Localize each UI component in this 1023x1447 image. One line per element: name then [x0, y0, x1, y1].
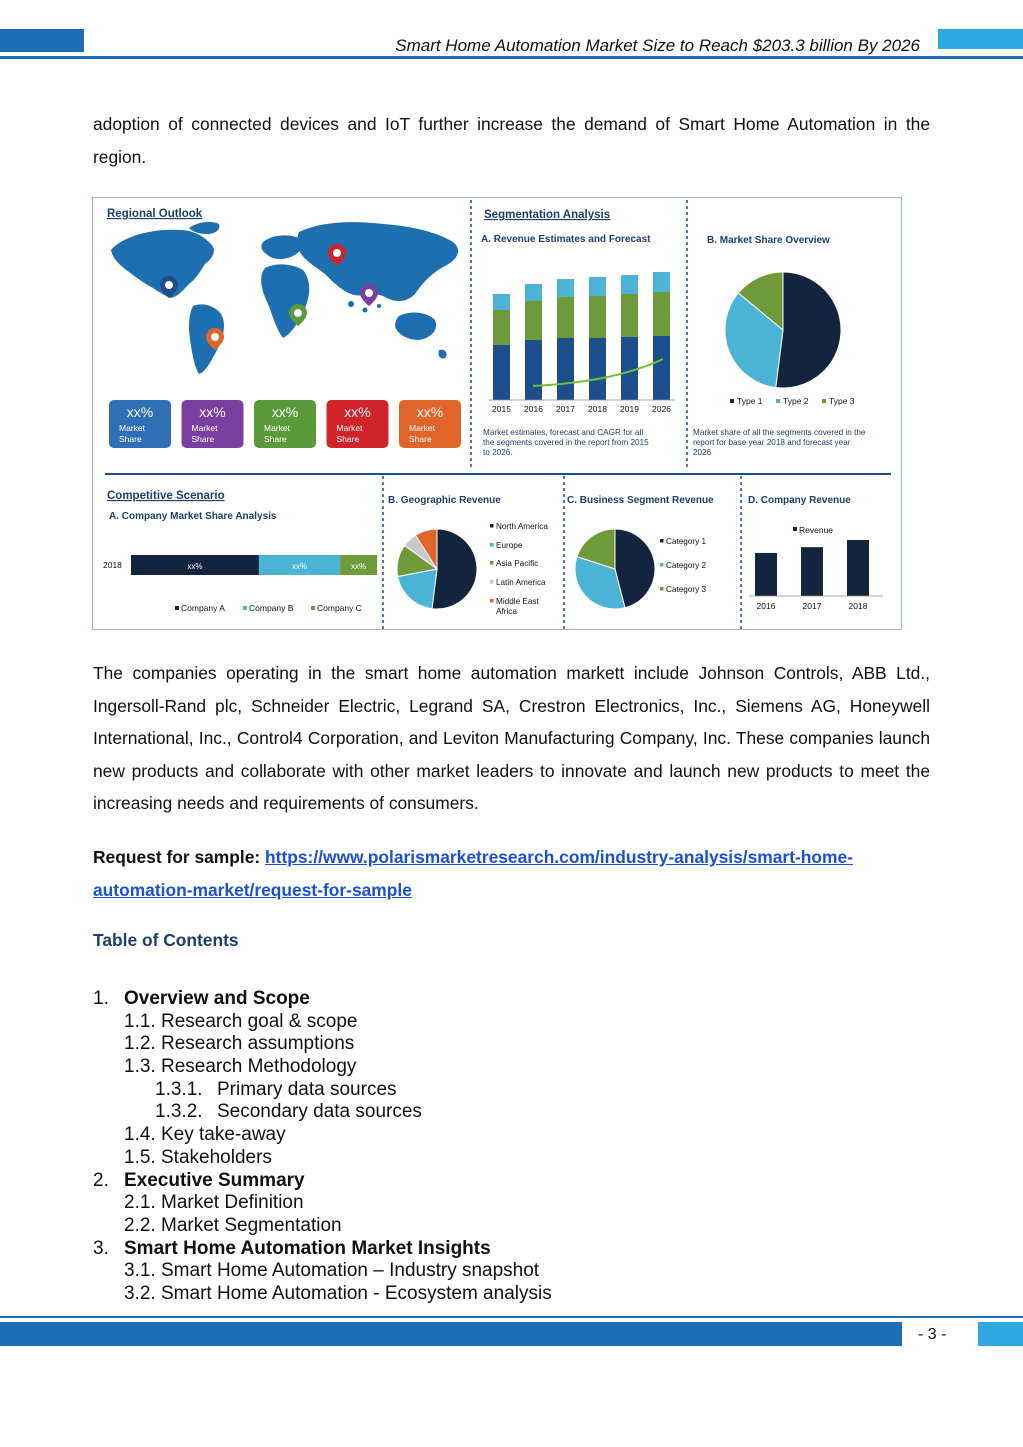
toc-item-text: Research assumptions [161, 1033, 355, 1055]
region-card-label: Market [191, 423, 218, 433]
company-revenue-legend-label: Revenue [799, 525, 834, 535]
revenue-bar [653, 272, 670, 292]
toc-title: Table of Contents [93, 930, 239, 950]
region-card-label: Share [119, 434, 142, 444]
toc-item [93, 1056, 793, 1079]
revenue-bar [493, 310, 510, 345]
toc-item [93, 1079, 793, 1102]
toc-item-number: 2.1. [124, 1192, 156, 1214]
toc-item-number: 2.2. [124, 1214, 156, 1236]
geo-legend-swatch [490, 561, 494, 565]
toc-item [93, 1147, 793, 1170]
toc-item-number: 3. [93, 1237, 109, 1259]
table-of-contents [93, 988, 793, 1306]
toc-item [93, 1101, 793, 1124]
page-number: - 3 - [918, 1326, 947, 1343]
company-revenue-title: D. Company Revenue [748, 495, 851, 506]
company-share-title: A. Company Market Share Analysis [109, 511, 277, 522]
company-share-bar [131, 555, 377, 575]
company-share-label: xx% [187, 562, 203, 571]
toc-item [93, 1238, 793, 1261]
geographic-pie [397, 529, 477, 609]
toc-item [93, 1124, 793, 1147]
region-card-label: Share [191, 434, 215, 444]
toc-item-number: 1.5. [124, 1146, 156, 1168]
share-legend-swatch [822, 399, 826, 403]
revenue-bar [653, 292, 670, 336]
company-legend-swatch [311, 606, 315, 610]
toc-item-text: Stakeholders [161, 1146, 272, 1168]
footer-accent-left [0, 1322, 902, 1346]
revenue-bar [589, 296, 606, 338]
competitive-title: Competitive Scenario [107, 490, 225, 502]
company-legend-swatch [243, 606, 247, 610]
revenue-bar [589, 277, 606, 296]
toc-item [93, 1170, 793, 1193]
toc-item-text: Smart Home Automation – Industry snapshot [161, 1260, 540, 1282]
toc-item [93, 1033, 793, 1056]
revenue-chart-note: Market estimates, forecast and CAGR for all the segments covered in the report from 2015 to 2026. [483, 428, 649, 457]
geo-legend-swatch [490, 580, 494, 584]
revenue-bar [557, 297, 574, 338]
toc-item [93, 1011, 793, 1034]
company-revenue-tick-label: 2018 [848, 601, 868, 611]
company-share-label: xx% [350, 562, 367, 571]
region-card-label: Share [264, 434, 287, 444]
business-legend-swatch [660, 539, 664, 543]
geo-legend-label: Middle East [496, 597, 539, 606]
world-map-icon [111, 222, 458, 374]
geo-legend-label: Latin America [496, 578, 546, 587]
toc-item-text: Smart Home Automation - Ecosystem analysis [161, 1282, 552, 1304]
toc-item-number: 2. [93, 1169, 109, 1191]
geo-legend-label: North America [496, 522, 548, 531]
intro-paragraph: adoption of connected devices and IoT further increase the demand of Smart Home Automation in the region. [93, 114, 930, 167]
company-share-year: 2018 [103, 560, 122, 570]
share-legend-swatch [730, 399, 734, 403]
revenue-bar [525, 284, 542, 301]
region-card-label: Market [409, 423, 435, 433]
company-revenue-bar [847, 540, 869, 596]
company-revenue-chart [749, 525, 883, 611]
business-title: C. Business Segment Revenue [567, 495, 714, 506]
revenue-tick-label: 2017 [556, 404, 575, 414]
share-pie-slice [776, 272, 841, 388]
revenue-tick-label: 2016 [524, 404, 543, 414]
region-card-label: Share [409, 434, 432, 444]
geographic-legend [490, 522, 548, 616]
toc-item-number: 1.3.1. [155, 1078, 203, 1100]
toc-item-text: Research Methodology [161, 1056, 357, 1078]
company-legend-label: Company B [249, 603, 294, 613]
toc-item-number: 1.4. [124, 1124, 156, 1146]
region-card-value: xx% [271, 404, 299, 420]
toc-item-text: Market Segmentation [161, 1214, 342, 1236]
geo-pie-slice [432, 529, 477, 609]
share-chart-title: B. Market Share Overview [707, 235, 830, 246]
geo-legend-swatch [490, 524, 494, 528]
header-accent-left [0, 29, 84, 52]
share-legend-label: Type 2 [783, 396, 809, 406]
toc-item [93, 1260, 793, 1283]
revenue-bar [653, 336, 670, 400]
segmentation-title: Segmentation Analysis [484, 209, 611, 221]
toc-item-text: Primary data sources [217, 1078, 397, 1100]
request-sample [93, 841, 930, 906]
business-legend-label: Category 2 [666, 561, 707, 570]
region-card-value: xx% [416, 404, 444, 420]
business-legend-swatch [660, 563, 664, 567]
request-label: Request for sample: [93, 847, 261, 867]
company-legend-label: Company C [317, 603, 362, 613]
geo-legend-swatch [490, 599, 494, 603]
revenue-bar [493, 294, 510, 310]
company-revenue-bar [755, 553, 777, 596]
regional-title: Regional Outlook [107, 208, 203, 220]
request-sample-link[interactable]: https://www.polarismarketresearch.com/industry-analysis/smart-home- automation-market/request-for-sample [93, 847, 853, 900]
region-card-label: Share [336, 434, 360, 444]
geo-legend-label: Europe [496, 541, 523, 550]
region-card-label: Market [119, 423, 145, 433]
business-pie [575, 529, 655, 609]
toc-item-text: Executive Summary [124, 1169, 305, 1191]
company-share-legend [175, 603, 362, 613]
revenue-tick-label: 2015 [492, 404, 511, 414]
company-revenue-tick-label: 2017 [802, 601, 822, 611]
business-legend-label: Category 3 [666, 585, 707, 594]
revenue-chart-title: A. Revenue Estimates and Forecast [481, 234, 651, 245]
toc-item-text: Key take-away [161, 1124, 286, 1146]
company-revenue-legend-swatch [793, 527, 797, 531]
geo-legend-label: Africa [496, 607, 517, 616]
toc-item [93, 1215, 793, 1238]
revenue-tick-label: 2026 [652, 404, 671, 414]
company-revenue-bar [801, 547, 823, 596]
header-title: Smart Home Automation Market Size to Reach $203.3 billion By 2026 [395, 36, 920, 55]
region-card-value: xx% [126, 404, 154, 420]
revenue-bar [525, 301, 542, 340]
market-share-legend [730, 396, 855, 406]
toc-item-number: 1.3. [124, 1056, 156, 1078]
business-legend [660, 537, 706, 594]
region-card-label: Market [264, 423, 290, 433]
share-legend-swatch [776, 399, 780, 403]
toc-item-text: Research goal & scope [161, 1010, 358, 1032]
company-legend-label: Company A [181, 603, 225, 613]
revenue-tick-label: 2018 [588, 404, 607, 414]
revenue-forecast-chart [489, 272, 675, 414]
revenue-bar [621, 275, 638, 294]
share-legend-label: Type 1 [737, 396, 763, 406]
toc-item-number: 1.1. [124, 1010, 156, 1032]
toc-item-number: 3.1. [124, 1260, 156, 1282]
toc-item-number: 3.2. [124, 1282, 156, 1304]
revenue-bar [557, 338, 574, 400]
geographic-title: B. Geographic Revenue [388, 495, 501, 506]
business-legend-label: Category 1 [666, 537, 707, 546]
revenue-bar [589, 338, 606, 400]
share-legend-label: Type 3 [829, 396, 855, 406]
company-legend-swatch [175, 606, 179, 610]
toc-item-number: 1. [93, 988, 109, 1009]
footer-rule [0, 1316, 1023, 1318]
region-card-value: xx% [344, 404, 371, 420]
market-share-pie [725, 272, 841, 388]
toc-item-text: Smart Home Automation Market Insights [124, 1237, 491, 1259]
revenue-bar [621, 337, 638, 400]
company-revenue-tick-label: 2016 [756, 601, 776, 611]
toc-item-text: Secondary data sources [217, 1101, 422, 1123]
header-rule [0, 56, 1023, 59]
company-share-label: xx% [291, 562, 308, 571]
revenue-bar [557, 279, 574, 297]
toc-item-text: Overview and Scope [124, 988, 310, 1009]
geo-legend-swatch [490, 543, 494, 547]
header-accent-right [938, 29, 1023, 49]
toc-item-text: Market Definition [161, 1192, 304, 1214]
region-card-label: Market [336, 423, 363, 433]
toc-item-number: 1.3.2. [155, 1101, 203, 1123]
toc-item [93, 1283, 793, 1306]
footer-accent-right [978, 1322, 1023, 1346]
companies-paragraph: The companies operating in the smart home automation markett include Johnson Controls, ABB Ltd., Ingersoll-Rand plc, Schneider Electric, Legrand SA, Crestron Electronics, Inc., Siemens AG, Honeywell International, Inc., Control4 Corporation, and Leviton Manufacturing Company, Inc. These companies launch new products and collaborate with other market leaders to innovate and launch new products to meet the increasing needs and requirements of consumers. [93, 663, 930, 813]
revenue-bar [525, 340, 542, 400]
geo-legend-label: Asia Pacific [496, 559, 539, 568]
regional-share-cards [109, 400, 461, 448]
revenue-bar [493, 345, 510, 400]
revenue-tick-label: 2019 [620, 404, 639, 414]
toc-item [93, 1192, 793, 1215]
infographic-canvas [93, 198, 903, 631]
toc-item-number: 1.2. [124, 1033, 156, 1055]
market-infographic [92, 197, 902, 630]
revenue-bar [621, 294, 638, 337]
region-card-value: xx% [199, 404, 226, 420]
business-legend-swatch [660, 587, 664, 591]
share-chart-note: Market share of all the segments covered in the report for base year 2018 and forecast year 2026 [693, 428, 866, 457]
toc-item [93, 988, 793, 1011]
